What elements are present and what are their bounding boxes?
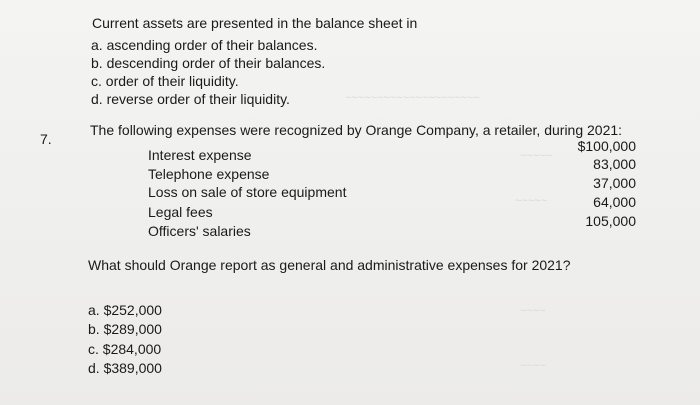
expense-value: 83,000 <box>593 156 636 172</box>
question-6-option-c[interactable]: c. order of their liquidity. <box>91 73 239 89</box>
show-through-text: ~~~~~~~~~~~~~~~~~~~~~ <box>345 92 480 104</box>
expense-label: Telephone expense <box>148 166 270 182</box>
expense-label: Officers' salaries <box>148 223 251 239</box>
question-6-option-d[interactable]: d. reverse order of their liquidity. <box>91 91 290 107</box>
expense-label: Loss on sale of store equipment <box>148 184 347 200</box>
show-through-text: ~~~~~ <box>520 150 553 162</box>
question-7-stem: The following expenses were recognized by Orange Company, a retailer, during 2021: <box>90 122 623 138</box>
expense-label: Legal fees <box>148 204 213 220</box>
question-7-prompt: What should Orange report as general and administrative expenses for 2021? <box>88 257 571 273</box>
question-6-option-b[interactable]: b. descending order of their balances. <box>91 55 326 71</box>
expense-value: 64,000 <box>593 194 636 210</box>
question-7-option-c[interactable]: c. $284,000 <box>88 341 162 357</box>
expense-label: Interest expense <box>148 147 252 163</box>
expense-value: 37,000 <box>593 175 636 191</box>
expense-value: $100,000 <box>577 138 636 154</box>
question-6-stem: Current assets are presented in the balance sheet in <box>92 15 418 31</box>
expense-value: 105,000 <box>585 213 636 229</box>
question-6-option-a[interactable]: a. ascending order of their balances. <box>91 37 318 53</box>
question-7-number: 7. <box>40 131 52 147</box>
question-7-option-b[interactable]: b. $289,000 <box>88 321 162 337</box>
question-7-option-a[interactable]: a. $252,000 <box>88 302 162 318</box>
question-7-option-d[interactable]: d. $389,000 <box>88 360 162 376</box>
show-through-text: ~~~~~ <box>515 195 548 207</box>
show-through-text: ~~~~ <box>520 360 546 372</box>
show-through-text: ~~~~ <box>520 305 546 317</box>
